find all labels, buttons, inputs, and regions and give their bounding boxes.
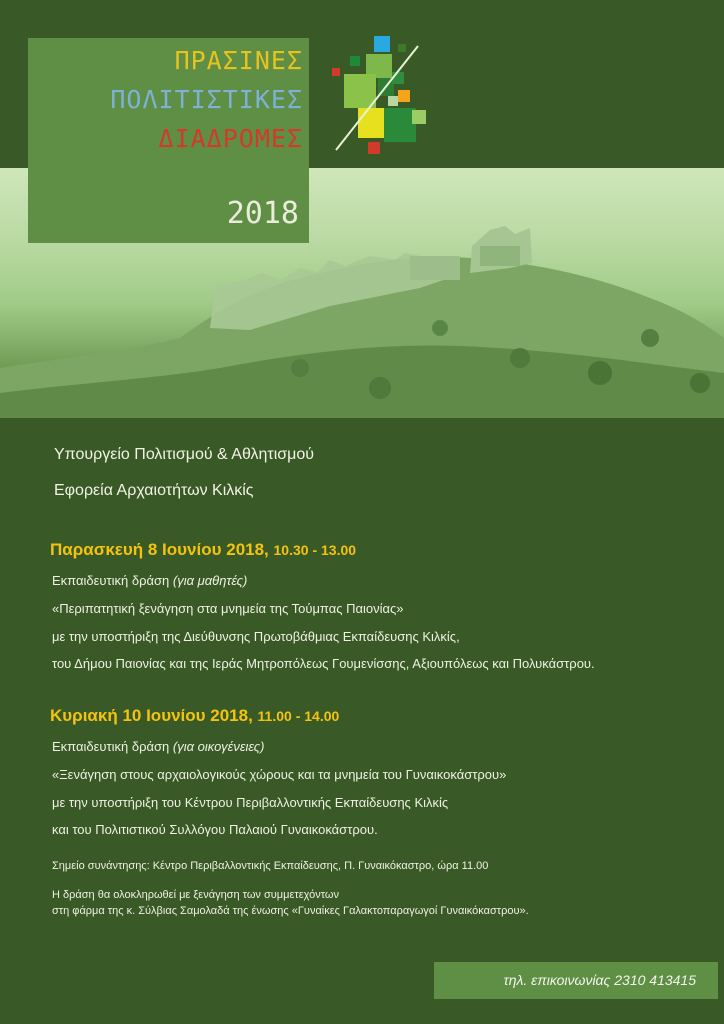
event1-date: Παρασκευή 8 Ιουνίου 2018, [50, 540, 269, 559]
event1-time: 10.30 - 13.00 [273, 542, 357, 558]
event2-audience: (για οικογένειες) [172, 739, 265, 754]
title-year: 2018 [226, 196, 299, 231]
event2-type-line [52, 739, 264, 754]
ephorate-label: Εφορεία Αρχαιοτήτων Κιλκίς [54, 482, 254, 499]
event1-type-line [52, 573, 247, 588]
title-line-3: ΔΙΑΔΡΟΜΕΣ [158, 124, 303, 153]
event1-support-1: με την υποστήριξη της Διεύθυνσης Πρωτοβάθμιας Εκπαίδευσης Κιλκίς, [52, 629, 460, 644]
contact-phone: τηλ. επικοινωνίας 2310 413415 [503, 972, 696, 988]
contact-box [434, 962, 718, 999]
event2-support-2: και του Πολιτιστικού Συλλόγου Παλαιού Γυναικοκάστρου. [52, 822, 378, 837]
event2-date-line [50, 706, 339, 726]
closing-line-1: Η δράση θα ολοκληρωθεί με ξενάγηση των συμμετεχόντων [52, 889, 339, 901]
event1-name: «Περιπατητική ξενάγηση στα μνημεία της Τούμπας Παιονίας» [52, 601, 404, 616]
ministry-label: Υπουργείο Πολιτισμού & Αθλητισμού [54, 446, 315, 463]
event2-name: «Ξενάγηση στους αρχαιολογικούς χώρους και τα μνημεία του Γυναικοκάστρου» [52, 767, 507, 782]
event1-audience: (για μαθητές) [172, 573, 248, 588]
squares-logo-icon [328, 32, 443, 157]
title-box [28, 38, 309, 243]
title-line-1: ΠΡΑΣΙΝΕΣ [174, 46, 303, 75]
event2-date: Κυριακή 10 Ιουνίου 2018, [50, 706, 253, 725]
meeting-point: Σημείο συνάντησης: Κέντρο Περιβαλλοντικής Εκπαίδευσης, Π. Γυναικόκαστρο, ώρα 11.00 [52, 860, 489, 872]
event1-date-line [50, 540, 356, 560]
event2-type: Εκπαιδευτική δράση [52, 739, 170, 754]
event1-type: Εκπαιδευτική δράση [52, 573, 170, 588]
event2-support-1: με την υποστήριξη του Κέντρου Περιβαλλοντικής Εκπαίδευσης Κιλκίς [52, 795, 449, 810]
title-line-2: ΠΟΛΙΤΙΣΤΙΚΕΣ [110, 85, 303, 114]
closing-line-2: στη φάρμα της κ. Σύλβιας Σαμολαδά της ένωσης «Γυναίκες Γαλακτοπαραγωγοί Γυναικόκαστρου». [52, 905, 529, 917]
event1-support-2: του Δήμου Παιονίας και της Ιεράς Μητροπόλεως Γουμενίσσης, Αξιουπόλεως και Πολυκάστρου. [52, 656, 595, 671]
event2-time: 11.00 - 14.00 [257, 708, 340, 724]
